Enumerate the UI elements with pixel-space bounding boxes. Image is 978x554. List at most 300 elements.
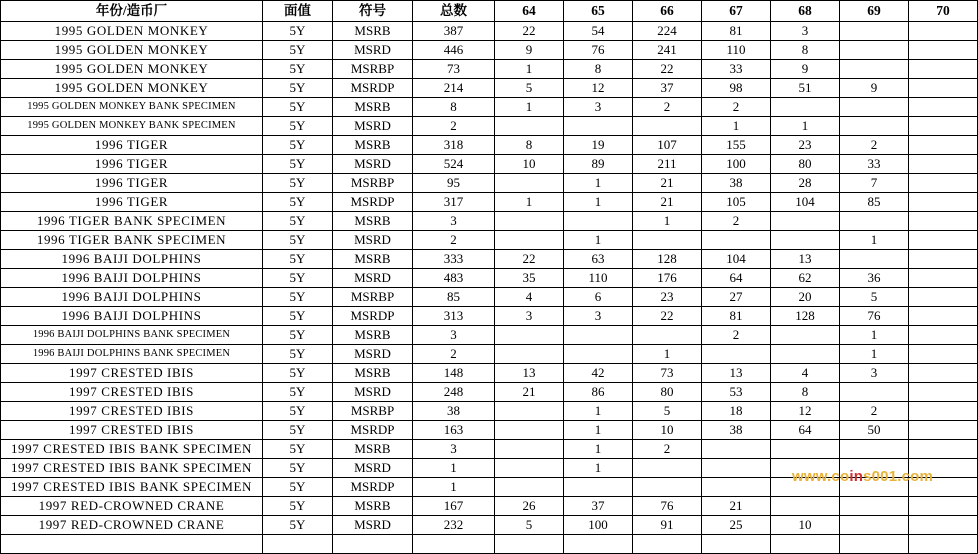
cell-year-mint: 1995 GOLDEN MONKEY	[1, 60, 263, 79]
cell-grade-69: 2	[840, 136, 909, 155]
column-header-grade-68: 68	[771, 1, 840, 22]
cell-grade-70	[909, 288, 978, 307]
cell-grade-67: 2	[702, 98, 771, 117]
cell-denomination: 5Y	[263, 516, 333, 535]
cell-grade-69: 85	[840, 193, 909, 212]
table-row	[1, 478, 978, 497]
cell-grade-69	[840, 98, 909, 117]
cell-total: 232	[413, 516, 495, 535]
cell-symbol: MSRD	[333, 383, 413, 402]
cell-grade-69	[840, 60, 909, 79]
cell-grade-66	[633, 326, 702, 345]
cell-grade-68	[771, 535, 840, 554]
cell-grade-68	[771, 231, 840, 250]
cell-grade-70	[909, 212, 978, 231]
cell-symbol: MSRDP	[333, 307, 413, 326]
cell-grade-69	[840, 41, 909, 60]
cell-grade-70	[909, 155, 978, 174]
cell-grade-64: 5	[495, 79, 564, 98]
cell-grade-67: 13	[702, 364, 771, 383]
cell-symbol: MSRD	[333, 269, 413, 288]
column-header-grade-64: 64	[495, 1, 564, 22]
cell-grade-69: 5	[840, 288, 909, 307]
cell-grade-70	[909, 326, 978, 345]
cell-grade-66: 73	[633, 364, 702, 383]
cell-grade-66: 21	[633, 174, 702, 193]
cell-symbol: MSRDP	[333, 421, 413, 440]
cell-grade-65: 19	[564, 136, 633, 155]
cell-symbol: MSRD	[333, 459, 413, 478]
cell-total: 317	[413, 193, 495, 212]
table-row	[1, 212, 978, 231]
cell-symbol: MSRB	[333, 250, 413, 269]
cell-denomination: 5Y	[263, 174, 333, 193]
cell-symbol: MSRB	[333, 136, 413, 155]
cell-grade-64: 4	[495, 288, 564, 307]
cell-denomination: 5Y	[263, 79, 333, 98]
cell-grade-66	[633, 117, 702, 136]
table-row	[1, 136, 978, 155]
cell-grade-68	[771, 326, 840, 345]
cell-grade-65	[564, 478, 633, 497]
cell-grade-68: 10	[771, 516, 840, 535]
cell-grade-69: 1	[840, 231, 909, 250]
cell-grade-69	[840, 535, 909, 554]
cell-grade-70	[909, 193, 978, 212]
cell-grade-66	[633, 459, 702, 478]
cell-grade-64: 22	[495, 22, 564, 41]
cell-grade-67: 110	[702, 41, 771, 60]
cell-grade-70	[909, 22, 978, 41]
cell-grade-65: 1	[564, 459, 633, 478]
watermark-part-3: s001.com	[863, 468, 934, 485]
table-row	[1, 516, 978, 535]
cell-denomination: 5Y	[263, 383, 333, 402]
cell-grade-68: 80	[771, 155, 840, 174]
cell-grade-66: 80	[633, 383, 702, 402]
cell-denomination: 5Y	[263, 326, 333, 345]
cell-grade-68: 8	[771, 41, 840, 60]
cell-grade-67	[702, 440, 771, 459]
cell-year-mint: 1996 BAIJI DOLPHINS	[1, 288, 263, 307]
cell-grade-64	[495, 326, 564, 345]
cell-grade-68: 51	[771, 79, 840, 98]
cell-grade-67: 2	[702, 212, 771, 231]
cell-grade-68: 128	[771, 307, 840, 326]
cell-grade-66: 76	[633, 497, 702, 516]
column-header-grade-67: 67	[702, 1, 771, 22]
cell-grade-70	[909, 98, 978, 117]
cell-grade-70	[909, 364, 978, 383]
cell-year-mint: 1996 TIGER	[1, 193, 263, 212]
column-header-grade-65: 65	[564, 1, 633, 22]
cell-grade-68: 20	[771, 288, 840, 307]
cell-grade-69	[840, 516, 909, 535]
cell-grade-66: 2	[633, 98, 702, 117]
cell-grade-68: 13	[771, 250, 840, 269]
cell-denomination: 5Y	[263, 478, 333, 497]
table-row	[1, 402, 978, 421]
cell-grade-65: 54	[564, 22, 633, 41]
column-header-grade-66: 66	[633, 1, 702, 22]
cell-grade-67: 2	[702, 326, 771, 345]
cell-total: 333	[413, 250, 495, 269]
cell-total: 148	[413, 364, 495, 383]
cell-grade-68: 8	[771, 383, 840, 402]
table-row	[1, 155, 978, 174]
cell-grade-68: 12	[771, 402, 840, 421]
cell-grade-64	[495, 212, 564, 231]
cell-denomination: 5Y	[263, 136, 333, 155]
table-row	[1, 98, 978, 117]
cell-grade-66: 241	[633, 41, 702, 60]
cell-grade-70	[909, 117, 978, 136]
table-row	[1, 79, 978, 98]
cell-grade-64: 10	[495, 155, 564, 174]
cell-grade-66: 107	[633, 136, 702, 155]
table-row	[1, 459, 978, 478]
cell-grade-68	[771, 497, 840, 516]
cell-year-mint: 1996 TIGER	[1, 136, 263, 155]
cell-grade-64	[495, 440, 564, 459]
cell-denomination: 5Y	[263, 288, 333, 307]
table-row	[1, 269, 978, 288]
cell-total: 3	[413, 440, 495, 459]
cell-grade-65: 63	[564, 250, 633, 269]
cell-grade-67: 81	[702, 307, 771, 326]
watermark-part-2: in	[849, 468, 864, 485]
table-row	[1, 440, 978, 459]
cell-grade-67: 27	[702, 288, 771, 307]
cell-grade-66: 22	[633, 307, 702, 326]
cell-total: 318	[413, 136, 495, 155]
cell-denomination: 5Y	[263, 269, 333, 288]
cell-symbol: MSRD	[333, 41, 413, 60]
cell-grade-70	[909, 79, 978, 98]
cell-total: 73	[413, 60, 495, 79]
cell-grade-69: 50	[840, 421, 909, 440]
table-row	[1, 60, 978, 79]
cell-grade-67: 104	[702, 250, 771, 269]
column-header-grade-70: 70	[909, 1, 978, 22]
cell-grade-68: 3	[771, 22, 840, 41]
cell-denomination: 5Y	[263, 402, 333, 421]
cell-grade-65: 37	[564, 497, 633, 516]
cell-grade-67: 18	[702, 402, 771, 421]
cell-denomination: 5Y	[263, 60, 333, 79]
cell-grade-68	[771, 98, 840, 117]
cell-symbol: MSRB	[333, 212, 413, 231]
cell-grade-67: 21	[702, 497, 771, 516]
cell-grade-67: 33	[702, 60, 771, 79]
cell-grade-70	[909, 497, 978, 516]
cell-grade-70	[909, 136, 978, 155]
table-row	[1, 364, 978, 383]
table-row	[1, 174, 978, 193]
cell-total	[413, 535, 495, 554]
table-row	[1, 421, 978, 440]
table-header-row	[1, 1, 978, 22]
cell-grade-70	[909, 269, 978, 288]
column-header-total: 总数	[413, 1, 495, 22]
cell-grade-65: 1	[564, 440, 633, 459]
cell-symbol: MSRD	[333, 117, 413, 136]
cell-grade-65: 3	[564, 98, 633, 117]
cell-grade-68	[771, 212, 840, 231]
cell-grade-69	[840, 22, 909, 41]
cell-grade-64	[495, 421, 564, 440]
cell-total: 387	[413, 22, 495, 41]
cell-grade-70	[909, 516, 978, 535]
cell-denomination: 5Y	[263, 364, 333, 383]
cell-grade-66: 21	[633, 193, 702, 212]
cell-grade-67: 100	[702, 155, 771, 174]
cell-grade-66: 2	[633, 440, 702, 459]
cell-total: 163	[413, 421, 495, 440]
cell-grade-64: 3	[495, 307, 564, 326]
cell-year-mint: 1996 BAIJI DOLPHINS	[1, 269, 263, 288]
cell-total: 95	[413, 174, 495, 193]
cell-symbol: MSRB	[333, 22, 413, 41]
cell-grade-67: 105	[702, 193, 771, 212]
cell-total: 3	[413, 212, 495, 231]
cell-symbol: MSRDP	[333, 193, 413, 212]
cell-grade-66: 10	[633, 421, 702, 440]
cell-grade-70	[909, 440, 978, 459]
cell-symbol: MSRD	[333, 231, 413, 250]
cell-grade-65: 1	[564, 231, 633, 250]
cell-grade-68	[771, 345, 840, 364]
cell-grade-69	[840, 459, 909, 478]
cell-grade-69: 36	[840, 269, 909, 288]
table-row	[1, 41, 978, 60]
cell-grade-65: 1	[564, 421, 633, 440]
cell-year-mint: 1997 CRESTED IBIS	[1, 421, 263, 440]
cell-year-mint: 1996 BAIJI DOLPHINS BANK SPECIMEN	[1, 326, 263, 345]
cell-year-mint	[1, 535, 263, 554]
cell-year-mint: 1996 TIGER	[1, 174, 263, 193]
cell-grade-64: 1	[495, 98, 564, 117]
cell-grade-66: 23	[633, 288, 702, 307]
cell-grade-67	[702, 231, 771, 250]
cell-year-mint: 1995 GOLDEN MONKEY BANK SPECIMEN	[1, 98, 263, 117]
cell-grade-70	[909, 60, 978, 79]
cell-year-mint: 1995 GOLDEN MONKEY BANK SPECIMEN	[1, 117, 263, 136]
cell-grade-64	[495, 345, 564, 364]
cell-grade-68	[771, 459, 840, 478]
cell-grade-68: 62	[771, 269, 840, 288]
cell-grade-69	[840, 117, 909, 136]
cell-grade-66: 37	[633, 79, 702, 98]
cell-denomination: 5Y	[263, 98, 333, 117]
cell-denomination: 5Y	[263, 231, 333, 250]
cell-grade-64: 9	[495, 41, 564, 60]
cell-grade-70	[909, 307, 978, 326]
cell-total: 2	[413, 345, 495, 364]
cell-grade-65	[564, 535, 633, 554]
cell-grade-70	[909, 41, 978, 60]
cell-grade-70	[909, 345, 978, 364]
cell-grade-66: 1	[633, 212, 702, 231]
cell-grade-69	[840, 212, 909, 231]
watermark-part-1: www.co	[792, 468, 850, 485]
column-header-year-mint: 年份/造币厂	[1, 1, 263, 22]
cell-grade-69	[840, 440, 909, 459]
cell-denomination: 5Y	[263, 459, 333, 478]
cell-grade-69: 2	[840, 402, 909, 421]
cell-year-mint: 1996 BAIJI DOLPHINS	[1, 250, 263, 269]
cell-symbol	[333, 535, 413, 554]
cell-grade-67: 98	[702, 79, 771, 98]
cell-grade-64	[495, 231, 564, 250]
column-header-symbol: 符号	[333, 1, 413, 22]
cell-symbol: MSRBP	[333, 174, 413, 193]
cell-year-mint: 1997 RED-CROWNED CRANE	[1, 497, 263, 516]
cell-grade-69: 1	[840, 326, 909, 345]
cell-total: 1	[413, 459, 495, 478]
cell-grade-65: 76	[564, 41, 633, 60]
cell-grade-69	[840, 383, 909, 402]
cell-denomination: 5Y	[263, 117, 333, 136]
cell-grade-66: 1	[633, 345, 702, 364]
cell-grade-64: 1	[495, 60, 564, 79]
cell-grade-65	[564, 345, 633, 364]
cell-symbol: MSRD	[333, 155, 413, 174]
table-row	[1, 535, 978, 554]
cell-grade-66: 211	[633, 155, 702, 174]
cell-grade-64: 13	[495, 364, 564, 383]
cell-grade-66	[633, 478, 702, 497]
cell-symbol: MSRDP	[333, 79, 413, 98]
cell-grade-65: 6	[564, 288, 633, 307]
cell-grade-64: 26	[495, 497, 564, 516]
cell-grade-64	[495, 117, 564, 136]
cell-year-mint: 1997 CRESTED IBIS BANK SPECIMEN	[1, 440, 263, 459]
cell-grade-67: 64	[702, 269, 771, 288]
cell-grade-67	[702, 535, 771, 554]
cell-symbol: MSRBP	[333, 402, 413, 421]
cell-total: 524	[413, 155, 495, 174]
column-header-grade-69: 69	[840, 1, 909, 22]
cell-symbol: MSRD	[333, 516, 413, 535]
table-row	[1, 345, 978, 364]
cell-total: 214	[413, 79, 495, 98]
cell-grade-68: 1	[771, 117, 840, 136]
cell-grade-67	[702, 345, 771, 364]
cell-grade-64	[495, 535, 564, 554]
cell-total: 313	[413, 307, 495, 326]
cell-grade-64	[495, 174, 564, 193]
cell-denomination: 5Y	[263, 41, 333, 60]
table-row	[1, 307, 978, 326]
table-row	[1, 250, 978, 269]
cell-grade-65: 1	[564, 193, 633, 212]
cell-grade-65: 12	[564, 79, 633, 98]
cell-year-mint: 1996 BAIJI DOLPHINS	[1, 307, 263, 326]
cell-denomination: 5Y	[263, 440, 333, 459]
cell-grade-66: 22	[633, 60, 702, 79]
cell-grade-65: 3	[564, 307, 633, 326]
cell-total: 483	[413, 269, 495, 288]
cell-denomination: 5Y	[263, 212, 333, 231]
cell-grade-70	[909, 478, 978, 497]
cell-grade-70	[909, 459, 978, 478]
cell-grade-64	[495, 459, 564, 478]
cell-grade-70	[909, 250, 978, 269]
cell-grade-69	[840, 497, 909, 516]
cell-year-mint: 1997 CRESTED IBIS	[1, 402, 263, 421]
cell-symbol: MSRB	[333, 364, 413, 383]
cell-grade-64: 21	[495, 383, 564, 402]
table-row	[1, 326, 978, 345]
cell-symbol: MSRDP	[333, 478, 413, 497]
table-row	[1, 193, 978, 212]
cell-symbol: MSRBP	[333, 60, 413, 79]
cell-grade-69: 3	[840, 364, 909, 383]
cell-grade-67: 38	[702, 421, 771, 440]
cell-total: 248	[413, 383, 495, 402]
cell-year-mint: 1997 CRESTED IBIS BANK SPECIMEN	[1, 478, 263, 497]
cell-year-mint: 1996 TIGER	[1, 155, 263, 174]
cell-year-mint: 1996 TIGER BANK SPECIMEN	[1, 212, 263, 231]
cell-year-mint: 1997 CRESTED IBIS	[1, 383, 263, 402]
table-row	[1, 288, 978, 307]
cell-grade-65: 89	[564, 155, 633, 174]
cell-grade-69: 33	[840, 155, 909, 174]
cell-grade-69	[840, 478, 909, 497]
cell-grade-68	[771, 440, 840, 459]
cell-grade-67: 155	[702, 136, 771, 155]
cell-denomination: 5Y	[263, 307, 333, 326]
cell-grade-67	[702, 478, 771, 497]
cell-grade-64: 22	[495, 250, 564, 269]
cell-denomination: 5Y	[263, 345, 333, 364]
cell-year-mint: 1997 RED-CROWNED CRANE	[1, 516, 263, 535]
cell-symbol: MSRD	[333, 345, 413, 364]
cell-grade-70	[909, 174, 978, 193]
table-row	[1, 22, 978, 41]
cell-denomination	[263, 535, 333, 554]
table-row	[1, 117, 978, 136]
cell-grade-66: 224	[633, 22, 702, 41]
cell-grade-65: 1	[564, 174, 633, 193]
cell-grade-69: 9	[840, 79, 909, 98]
cell-grade-68	[771, 478, 840, 497]
cell-grade-66: 128	[633, 250, 702, 269]
table-row	[1, 231, 978, 250]
cell-grade-64: 5	[495, 516, 564, 535]
cell-grade-64	[495, 402, 564, 421]
cell-denomination: 5Y	[263, 250, 333, 269]
cell-year-mint: 1995 GOLDEN MONKEY	[1, 79, 263, 98]
cell-total: 2	[413, 231, 495, 250]
cell-grade-67: 38	[702, 174, 771, 193]
cell-grade-69	[840, 250, 909, 269]
cell-grade-65: 86	[564, 383, 633, 402]
cell-grade-67: 25	[702, 516, 771, 535]
cell-grade-65: 8	[564, 60, 633, 79]
cell-grade-67	[702, 459, 771, 478]
table-body	[1, 22, 978, 554]
cell-total: 85	[413, 288, 495, 307]
table-row	[1, 383, 978, 402]
cell-grade-68: 9	[771, 60, 840, 79]
cell-grade-66	[633, 535, 702, 554]
cell-grade-65: 110	[564, 269, 633, 288]
cell-grade-68: 23	[771, 136, 840, 155]
cell-grade-65	[564, 326, 633, 345]
cell-year-mint: 1996 BAIJI DOLPHINS BANK SPECIMEN	[1, 345, 263, 364]
